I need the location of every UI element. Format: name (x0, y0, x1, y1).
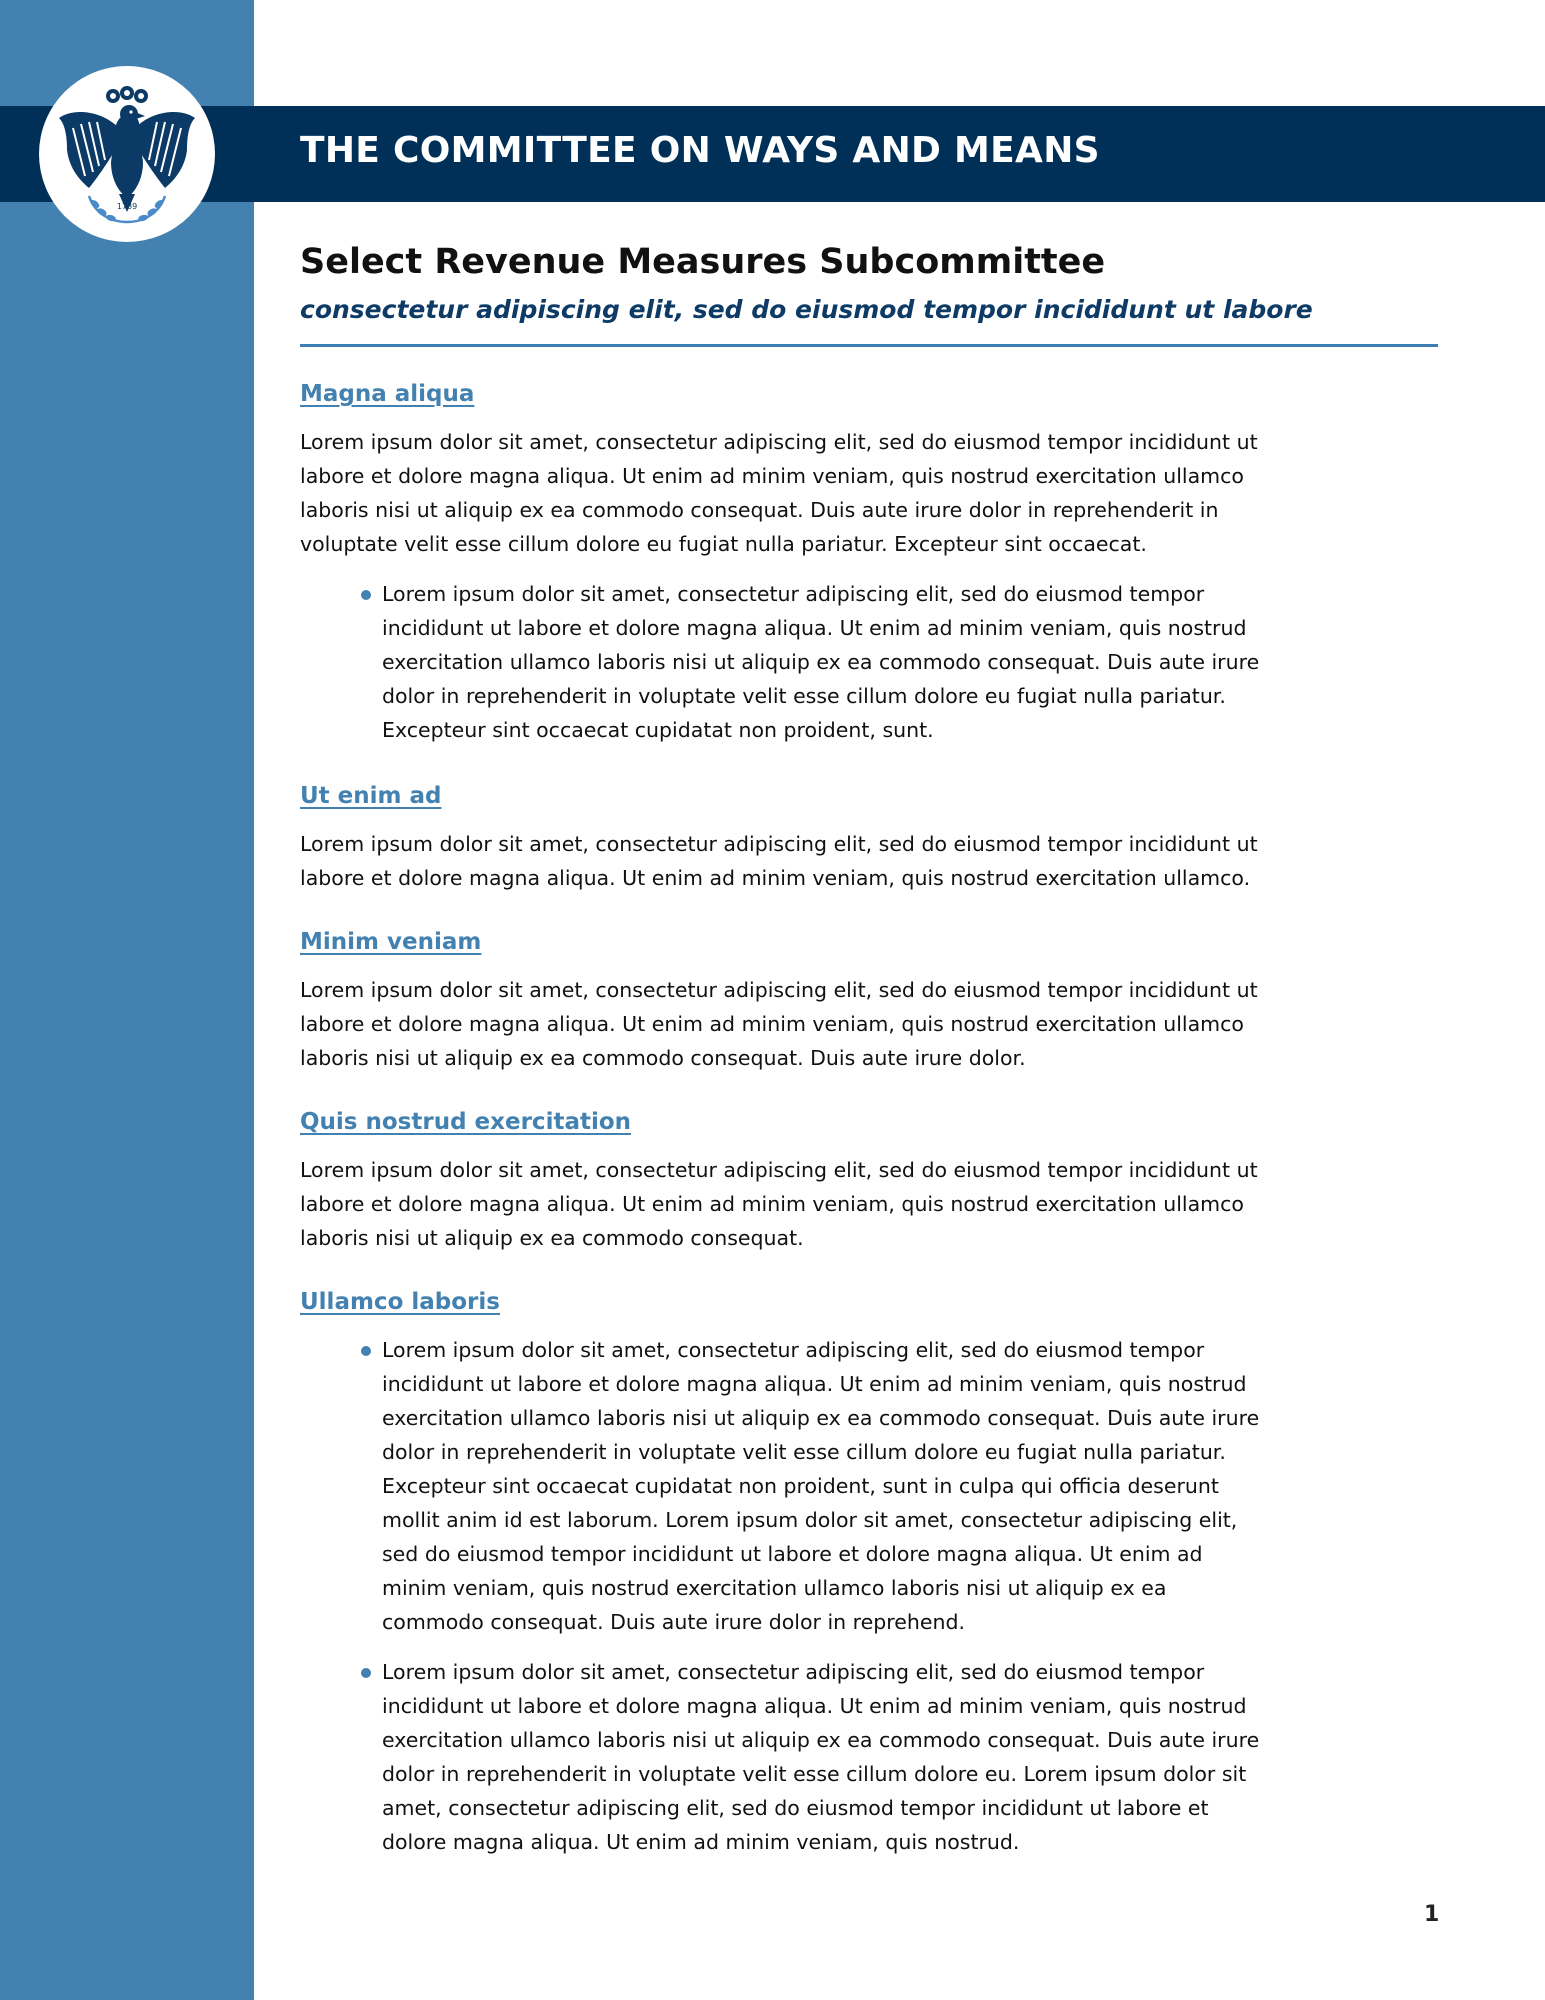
section-heading-ut-enim-ad: Ut enim ad (300, 783, 442, 809)
eagle-seal-icon (39, 66, 215, 242)
section-heading-minim-veniam: Minim veniam (300, 929, 482, 955)
bullet-item: Lorem ipsum dolor sit amet, consectetur adipiscing elit, sed do eiusmod tempor incididunt ut labore et dolore magna aliqua. Ut enim ad minim veniam, quis nostrud exercitation ullamco laboris nisi ut aliquip ex ea commodo consequat. Duis aute irure dolor in reprehenderit in voluptate velit esse cillum dolore eu. Lorem ipsum dolor sit amet, consectetur adipiscing elit, sed do eiusmod tempor incididunt ut labore et dolore magna aliqua. Ut enim ad minim veniam, quis nostrud. (300, 1655, 1440, 1859)
section-heading-magna-aliqua: Magna aliqua (300, 381, 475, 407)
bullet-dot-icon (361, 590, 371, 600)
bullet-item: Lorem ipsum dolor sit amet, consectetur adipiscing elit, sed do eiusmod tempor incididunt ut labore et dolore magna aliqua. Ut enim ad minim veniam, quis nostrud exercitation ullamco laboris nisi ut aliquip ex ea commodo consequat. Duis aute irure dolor in reprehenderit in voluptate velit esse cillum dolore eu fugiat nulla pariatur. Excepteur sint occaecat cupidatat non proident, sunt. (300, 577, 1440, 747)
section-heading-quis-nostrud-exercitation: Quis nostrud exercitation (300, 1109, 632, 1135)
section-paragraph: Lorem ipsum dolor sit amet, consectetur adipiscing elit, sed do eiusmod tempor incididunt ut labore et dolore magna aliqua. Ut enim ad minim veniam, quis nostrud exercitation ullamco laboris nisi ut aliquip ex ea commodo consequat. Duis aute irure dolor in reprehenderit in voluptate velit esse cillum dolore eu fugiat nulla pariatur. Excepteur sint occaecat. (300, 430, 1258, 556)
section-paragraph: Lorem ipsum dolor sit amet, consectetur adipiscing elit, sed do eiusmod tempor incididunt ut labore et dolore magna aliqua. Ut enim ad minim veniam, quis nostrud exercitation ullamco laboris nisi ut aliquip ex ea commodo consequat. (300, 1158, 1258, 1250)
page-number: 1 (1424, 1902, 1440, 1927)
bullet-dot-icon (361, 1668, 371, 1678)
section-paragraph: Lorem ipsum dolor sit amet, consectetur adipiscing elit, sed do eiusmod tempor incididunt ut labore et dolore magna aliqua. Ut enim ad minim veniam, quis nostrud exercitation ullamco. (300, 832, 1258, 890)
header-title: THE COMMITTEE ON WAYS AND MEANS (300, 130, 1100, 171)
title-divider (300, 344, 1438, 347)
seal-year: 1789 (116, 202, 138, 211)
section-paragraph: Lorem ipsum dolor sit amet, consectetur adipiscing elit, sed do eiusmod tempor incididunt ut labore et dolore magna aliqua. Ut enim ad minim veniam, quis nostrud exercitation ullamco laboris nisi ut aliquip ex ea commodo consequat. Duis aute irure dolor. (300, 978, 1258, 1070)
sidebar-stripe (0, 0, 254, 2000)
page-title: Select Revenue Measures Subcommittee (300, 242, 1106, 282)
page-subtitle: consectetur adipiscing elit, sed do eiusmod tempor incididunt ut labore (300, 295, 1313, 324)
section-heading-ullamco-laboris: Ullamco laboris (300, 1289, 500, 1315)
bullet-item: Lorem ipsum dolor sit amet, consectetur adipiscing elit, sed do eiusmod tempor incididunt ut labore et dolore magna aliqua. Ut enim ad minim veniam, quis nostrud exercitation ullamco laboris nisi ut aliquip ex ea commodo consequat. Duis aute irure dolor in reprehenderit in voluptate velit esse cillum dolore eu fugiat nulla pariatur. Excepteur sint occaecat cupidatat non proident, sunt in culpa qui officia deserunt mollit anim id est laborum. Lorem ipsum dolor sit amet, consectetur adipiscing elit, sed do eiusmod tempor incididunt ut labore et dolore magna aliqua. Ut enim ad minim veniam, quis nostrud exercitation ullamco laboris nisi ut aliquip ex ea commodo consequat. Duis aute irure dolor in reprehend. (300, 1333, 1440, 1639)
document-body (300, 236, 1440, 1859)
bullet-dot-icon (361, 1346, 371, 1356)
